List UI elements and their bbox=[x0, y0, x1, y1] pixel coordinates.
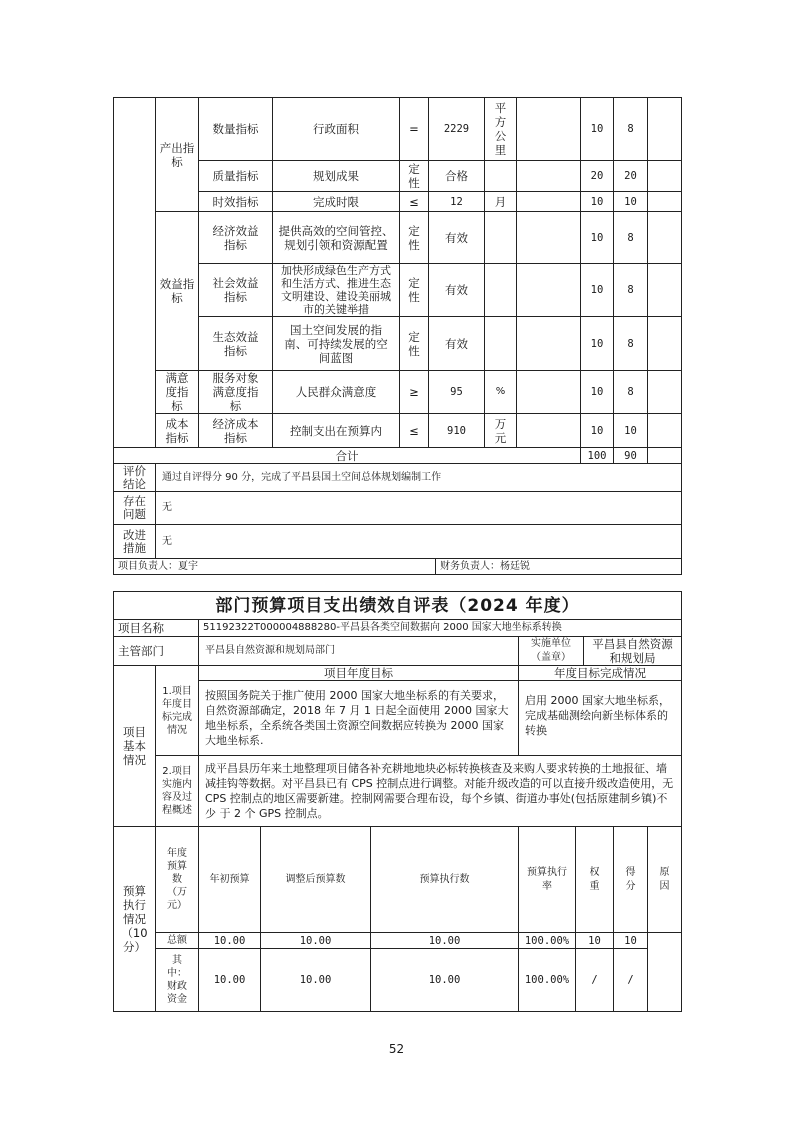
problems-value: 无 bbox=[155, 491, 682, 525]
project-name-label: 项目名称 bbox=[113, 619, 199, 637]
indicator-weight: 10 bbox=[580, 316, 614, 371]
budget-initial: 10.00 bbox=[198, 932, 261, 949]
conclusion-label: 评价结论 bbox=[113, 463, 156, 492]
indicator-operator: = bbox=[399, 97, 429, 161]
indicator-score: 8 bbox=[613, 370, 648, 414]
indicator-operator: 定性 bbox=[399, 211, 429, 264]
goal-text: 按照国务院关于推广使用 2000 国家大地坐标系的有关要求，自然资源部确定，2018 年 7 月 1 日起全面使用 2000 国家大地坐标系，全系统各类国土资源空间数据应转换为 2000 国家大地坐标系. bbox=[198, 680, 519, 756]
impl-unit-value: 平昌县自然资源和规划局 bbox=[583, 636, 682, 666]
dept-value: 平昌县自然资源和规划局部门 bbox=[198, 636, 519, 666]
budget-exec-label: 预算执行情况（10分） bbox=[113, 826, 156, 1012]
budget-reason bbox=[647, 932, 682, 1012]
indicator-unit: 月 bbox=[484, 191, 517, 212]
total-label: 合计 bbox=[113, 447, 581, 464]
cost-indicator-category: 成本指标 bbox=[155, 413, 199, 448]
indicator-target: 有效 bbox=[428, 316, 485, 371]
budget-adjusted: 10.00 bbox=[260, 948, 371, 1012]
indicator-reason bbox=[647, 211, 682, 264]
project-lead: 项目负责人：夏宇 bbox=[113, 558, 436, 575]
budget-rate: 100.00% bbox=[518, 948, 576, 1012]
indicator-actual bbox=[516, 160, 581, 192]
output-indicator-category: 产出指标 bbox=[155, 97, 199, 212]
improvements-label: 改进措施 bbox=[113, 524, 156, 559]
satisfaction-indicator-category: 满意度指标 bbox=[155, 370, 199, 414]
budget-row-label: 其中：财政资金 bbox=[155, 948, 199, 1012]
indicator-reason bbox=[647, 316, 682, 371]
indicator-weight: 10 bbox=[580, 211, 614, 264]
page-number: 52 bbox=[388, 1042, 405, 1056]
indicator-weight: 10 bbox=[580, 370, 614, 414]
indicator-unit: % bbox=[484, 370, 517, 414]
project-name-value: 51192322T000004888280-平昌县各类空间数据向 2000 国家大地坐标系转换 bbox=[198, 619, 682, 637]
indicator-name: 提供高效的空间管控、规划引领和资源配置 bbox=[272, 211, 400, 264]
indicator-operator: 定性 bbox=[399, 316, 429, 371]
indicator-actual bbox=[516, 263, 581, 317]
total-reason bbox=[647, 447, 682, 464]
indicator-name: 规划成果 bbox=[272, 160, 400, 192]
indicator-weight: 20 bbox=[580, 160, 614, 192]
indicator-actual bbox=[516, 316, 581, 371]
indicator-weight: 10 bbox=[580, 191, 614, 212]
budget-initial: 10.00 bbox=[198, 948, 261, 1012]
indicator-weight: 10 bbox=[580, 97, 614, 161]
indicator-target: 12 bbox=[428, 191, 485, 212]
sub-indicator: 时效指标 bbox=[198, 191, 273, 212]
indicator-name: 人民群众满意度 bbox=[272, 370, 400, 414]
impl-content-label: 2.项目实施内容及过程概述 bbox=[155, 755, 199, 827]
header-reason: 原因 bbox=[647, 826, 682, 933]
sub-indicator: 数量指标 bbox=[198, 97, 273, 161]
budget-score: / bbox=[613, 948, 648, 1012]
indicator-operator: ≤ bbox=[399, 413, 429, 448]
indicator-target: 有效 bbox=[428, 211, 485, 264]
total-score: 90 bbox=[613, 447, 648, 464]
indicator-score: 8 bbox=[613, 316, 648, 371]
header-adjusted-budget: 调整后预算数 bbox=[260, 826, 371, 933]
indicator-weight: 10 bbox=[580, 413, 614, 448]
indicator-score: 10 bbox=[613, 191, 648, 212]
header-score: 得分 bbox=[613, 826, 648, 933]
impl-content-text: 成平昌县历年来土地整理项目储各补充耕地地块必标转换核查及来购人要求转换的土地报征、墙减挂钩等数据。对平昌县已有 CPS 控制点进行调整。对能升级改造的可以直接升级改造使用，无 CPS 控制点的地区需要新建。控制网需要合理布设，每个乡镇、街道办事处(包括原建制乡镇)不少 于 2 个 GPS 控制点。 bbox=[198, 755, 682, 827]
sub-indicator: 经济效益指标 bbox=[198, 211, 273, 264]
sub-indicator: 质量指标 bbox=[198, 160, 273, 192]
indicator-actual bbox=[516, 191, 581, 212]
indicator-actual bbox=[516, 97, 581, 161]
budget-weight: 10 bbox=[575, 932, 614, 949]
header-weight: 权重 bbox=[575, 826, 614, 933]
indicator-unit bbox=[484, 160, 517, 192]
indicator-target: 2229 bbox=[428, 97, 485, 161]
sub-indicator: 社会效益指标 bbox=[198, 263, 273, 317]
indicator-target: 910 bbox=[428, 413, 485, 448]
sub-indicator: 服务对象满意度指标 bbox=[198, 370, 273, 414]
indicator-target: 合格 bbox=[428, 160, 485, 192]
improvements-value: 无 bbox=[155, 524, 682, 559]
indicator-reason bbox=[647, 263, 682, 317]
indicator-score: 8 bbox=[613, 263, 648, 317]
indicator-operator: ≥ bbox=[399, 370, 429, 414]
benefit-indicator-category: 效益指标 bbox=[155, 211, 199, 371]
indicator-name: 加快形成绿色生产方式和生活方式、推进生态文明建设、建设美丽城市的关键举措 bbox=[272, 263, 400, 317]
impl-unit-label: 实施单位（盖章） bbox=[518, 636, 584, 666]
indicator-name: 国土空间发展的指南、可持续发展的空间蓝图 bbox=[272, 316, 400, 371]
indicator-name: 控制支出在预算内 bbox=[272, 413, 400, 448]
completion-text: 启用 2000 国家大地坐标系，完成基础测绘向新坐标体系的转换 bbox=[518, 680, 682, 756]
indicator-actual bbox=[516, 370, 581, 414]
conclusion-value: 通过自评得分 90 分，完成了平昌县国土空间总体规划编制工作 bbox=[155, 463, 682, 492]
budget-executed: 10.00 bbox=[370, 948, 519, 1012]
budget-adjusted: 10.00 bbox=[260, 932, 371, 949]
indicator-unit: 平方公里 bbox=[484, 97, 517, 161]
indicator-unit bbox=[484, 211, 517, 264]
indicator-reason bbox=[647, 191, 682, 212]
indicator-target: 95 bbox=[428, 370, 485, 414]
budget-rate: 100.00% bbox=[518, 932, 576, 949]
indicator-name: 完成时限 bbox=[272, 191, 400, 212]
level1-indicator-cell bbox=[113, 97, 156, 450]
indicator-operator: 定性 bbox=[399, 263, 429, 317]
indicator-actual bbox=[516, 211, 581, 264]
header-exec-rate: 预算执行率 bbox=[518, 826, 576, 933]
indicator-name: 行政面积 bbox=[272, 97, 400, 161]
dept-label: 主管部门 bbox=[113, 636, 199, 666]
indicator-unit bbox=[484, 263, 517, 317]
goal-completion-label: 1.项目年度目标完成情况 bbox=[155, 665, 199, 756]
annual-budget-label: 年度预算数（万元） bbox=[155, 826, 199, 933]
indicator-operator: ≤ bbox=[399, 191, 429, 212]
budget-row-label: 总额 bbox=[155, 932, 199, 949]
table-title: 部门预算项目支出绩效自评表（2024 年度） bbox=[113, 591, 682, 620]
indicator-score: 10 bbox=[613, 413, 648, 448]
header-executed: 预算执行数 bbox=[370, 826, 519, 933]
completion-header: 年度目标完成情况 bbox=[518, 665, 682, 681]
budget-weight: / bbox=[575, 948, 614, 1012]
indicator-score: 20 bbox=[613, 160, 648, 192]
indicator-operator: 定性 bbox=[399, 160, 429, 192]
sub-indicator: 经济成本指标 bbox=[198, 413, 273, 448]
header-initial-budget: 年初预算 bbox=[198, 826, 261, 933]
indicator-score: 8 bbox=[613, 97, 648, 161]
indicator-reason bbox=[647, 370, 682, 414]
sub-indicator: 生态效益指标 bbox=[198, 316, 273, 371]
indicator-target: 有效 bbox=[428, 263, 485, 317]
indicator-actual bbox=[516, 413, 581, 448]
budget-score: 10 bbox=[613, 932, 648, 949]
total-weight: 100 bbox=[580, 447, 614, 464]
basic-info-label: 项目基本情况 bbox=[113, 665, 156, 827]
problems-label: 存在问题 bbox=[113, 491, 156, 525]
budget-executed: 10.00 bbox=[370, 932, 519, 949]
indicator-reason bbox=[647, 160, 682, 192]
indicator-weight: 10 bbox=[580, 263, 614, 317]
goal-header: 项目年度目标 bbox=[198, 665, 519, 681]
indicator-unit: 万元 bbox=[484, 413, 517, 448]
indicator-score: 8 bbox=[613, 211, 648, 264]
indicator-unit bbox=[484, 316, 517, 371]
finance-lead: 财务负责人：杨廷锐 bbox=[435, 558, 682, 575]
indicator-reason bbox=[647, 97, 682, 161]
indicator-reason bbox=[647, 413, 682, 448]
